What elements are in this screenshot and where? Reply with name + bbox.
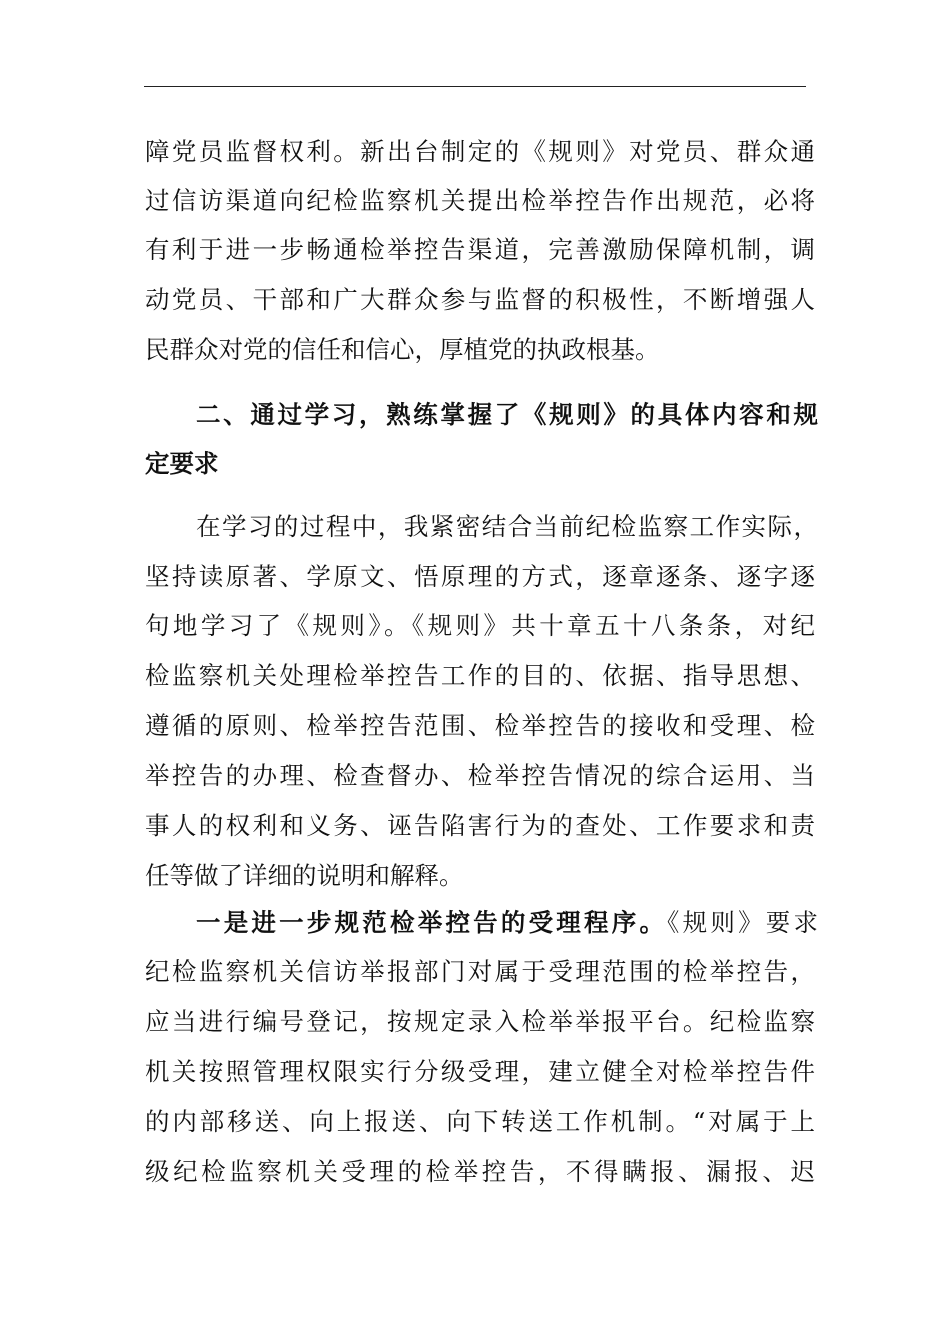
paragraph-line: 有利于进一步畅通检举控告渠道，完善激励保障机制，调 (145, 235, 815, 264)
paragraph-line: 遵循的原则、检举控告范围、检举控告的接收和受理、检 (145, 711, 815, 740)
paragraph-line: 检监察机关处理检举控告工作的目的、依据、指导思想、 (145, 661, 815, 690)
header-rule (144, 86, 806, 87)
paragraph-line: 的内部移送、向上报送、向下转送工作机制。“对属于上 (145, 1107, 815, 1136)
lead-emphasis: 一是进一步规范检举控告的受理程序。 (196, 908, 668, 937)
paragraph-line: 在学习的过程中，我紧密结合当前纪检监察工作实际， (196, 512, 818, 541)
paragraph-line: 级纪检监察机关受理的检举控告，不得瞒报、漏报、迟 (145, 1157, 815, 1186)
paragraph-line: 应当进行编号登记，按规定录入检举举报平台。纪检监察 (145, 1007, 815, 1036)
paragraph-line: 任等做了详细的说明和解释。 (145, 861, 464, 890)
paragraph-line: 句地学习了《规则》。《规则》共十章五十八条条，对纪 (145, 611, 815, 640)
lead-rest: 《规则》要求 (667, 908, 819, 937)
section-heading: 定要求 (145, 449, 219, 478)
paragraph-line (196, 906, 818, 940)
paragraph-line: 过信访渠道向纪检监察机关提出检举控告作出规范，必将 (145, 186, 815, 215)
paragraph-line: 纪检监察机关信访举报部门对属于受理范围的检举控告， (145, 957, 815, 986)
paragraph-line: 障党员监督权利。新出台制定的《规则》对党员、群众通 (145, 137, 815, 166)
paragraph-line: 举控告的办理、检查督办、检举控告情况的综合运用、当 (145, 761, 815, 790)
paragraph-line: 机关按照管理权限实行分级受理，建立健全对检举控告件 (145, 1057, 815, 1086)
paragraph-line: 动党员、干部和广大群众参与监督的积极性，不断增强人 (145, 285, 815, 314)
paragraph-line: 民群众对党的信任和信心，厚植党的执政根基。 (145, 335, 660, 364)
section-heading: 二、通过学习，熟练掌握了《规则》的具体内容和规 (196, 400, 818, 429)
paragraph-line: 事人的权利和义务、诬告陷害行为的查处、工作要求和责 (145, 811, 815, 840)
paragraph-line: 坚持读原著、学原文、悟原理的方式，逐章逐条、逐字逐 (145, 562, 815, 591)
